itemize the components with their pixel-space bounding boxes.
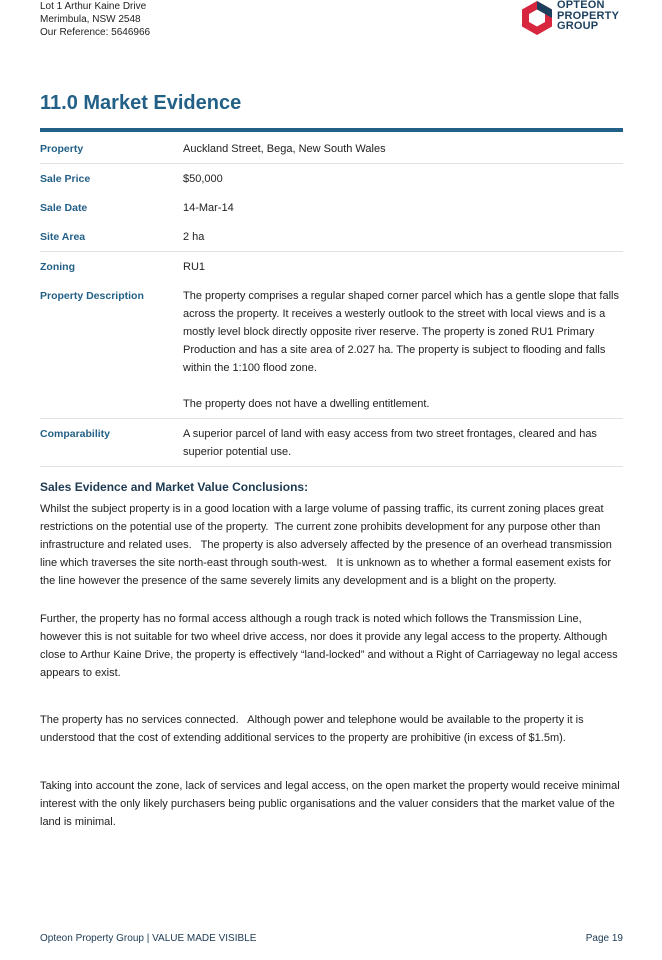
zoning-value: RU1 xyxy=(183,261,206,273)
reference-number: Our Reference: 5646966 xyxy=(40,27,151,38)
property-value: Auckland Street, Bega, New South Wales xyxy=(183,134,623,164)
address-line-2: Merimbula, NSW 2548 xyxy=(40,14,141,25)
paragraph: Taking into account the zone, lack of services and legal access, on the open market the property would receive minimal interest with the only likely purchasers being public organisations and the valuer considers that the market value of the land is minimal. xyxy=(40,780,623,828)
section-title: 11.0 Market Evidence xyxy=(40,92,242,114)
logo-text: OPTEON PROPERTY GROUP xyxy=(557,0,620,32)
paragraph: Further, the property has no formal access although a rough track is noted which follows the Transmission Line, however this is not suitable for two wheel drive access, nor does it provide any legal access to the property. Although close to Arthur Kaine Drive, the property is effectively “land-locked” and without a Right of Carriageway no legal access appears to exist. xyxy=(40,613,621,679)
sale-date-label: Sale Date xyxy=(40,202,88,214)
table-row xyxy=(40,193,623,222)
description-label: Property Description xyxy=(40,281,183,419)
table-row xyxy=(40,252,623,282)
property-label: Property xyxy=(40,134,183,164)
comparability-value: A superior parcel of land with easy access from two street frontages, cleared and has superior potential use. xyxy=(183,419,623,467)
paragraph: The property has no services connected. Although power and telephone would be available to the property it is understood that the cost of extending additional services to the property are prohibitive (in excess of $1.5m). xyxy=(40,714,587,744)
sale-date-value: 14-Mar-14 xyxy=(183,202,234,214)
table-row xyxy=(40,164,623,194)
description-value: The property comprises a regular shaped corner parcel which has a gentle slope that falls across the property. It receives a westerly outlook to the street with local views and is a mostly level block directly opposite river reserve. The property is zoned RU1 Primary Production and has a site area of 2.027 ha. The property is subject to flooding and falls within the 1:100 flood zone. The property does not have a dwelling entitlement. xyxy=(183,281,623,419)
conclusions-heading: Sales Evidence and Market Value Conclusions: xyxy=(40,480,309,494)
site-area-label: Site Area xyxy=(40,222,183,252)
paragraph: Whilst the subject property is in a good location with a large volume of passing traffic, its current zoning places great restrictions on the potential use of the property. The current zone prohibits development for any purpose other than infrastructure and related uses. The property is also adversely affected by the presence of an overhead transmission line which traverses the site north-east through south-west. It is unknown as to whether a formal easement exists for the line however the presence of the same severely limits any development and is a blight on the property. xyxy=(40,503,615,587)
table-row xyxy=(40,134,623,164)
page-number: Page 19 xyxy=(585,933,623,944)
footer-brand: Opteon Property Group | VALUE MADE VISIBLE xyxy=(40,933,257,944)
comparability-label: Comparability xyxy=(40,419,183,467)
sale-price-label: Sale Price xyxy=(40,173,91,185)
market-evidence-table xyxy=(40,134,623,467)
address-block xyxy=(40,0,150,39)
table-row xyxy=(40,419,623,467)
table-row xyxy=(40,222,623,252)
sale-price-value: $50,000 xyxy=(183,173,223,185)
address-line-1: Lot 1 Arthur Kaine Drive xyxy=(40,1,147,12)
hexagon-logo-icon xyxy=(520,0,554,36)
opteon-logo xyxy=(520,0,628,36)
title-divider xyxy=(40,128,623,132)
conclusions-body xyxy=(40,500,625,831)
site-area-value: 2 ha xyxy=(183,222,623,252)
table-row xyxy=(40,281,623,419)
zoning-label: Zoning xyxy=(40,261,75,273)
